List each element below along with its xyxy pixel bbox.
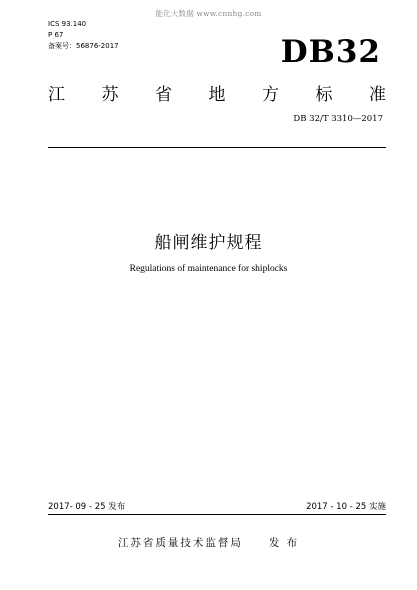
- heading-char: 江: [48, 85, 65, 105]
- standard-logo: DB32: [280, 34, 381, 70]
- filing-number: 备案号：56876-2017: [48, 42, 119, 50]
- ics-code: ICS 93.140: [48, 20, 87, 28]
- standard-number: DB 32/T 3310—2017: [293, 114, 383, 124]
- publish-date: 2017- 09 - 25 发布: [48, 502, 126, 512]
- province-standard-heading: [48, 80, 386, 105]
- heading-char: 省: [155, 85, 172, 105]
- ccs-code: P 67: [48, 31, 64, 39]
- issuer-line: [0, 535, 417, 550]
- bottom-divider: [48, 514, 386, 515]
- heading-char: 准: [369, 85, 386, 105]
- document-title-chinese: 船闸维护规程: [154, 233, 263, 253]
- top-divider: [48, 147, 386, 148]
- heading-char: 苏: [101, 85, 119, 105]
- document-title-english: Regulations of maintenance for shiplocks: [129, 264, 288, 274]
- issue-label: 发 布: [268, 537, 300, 549]
- heading-char: 方: [262, 85, 279, 105]
- heading-char: 标: [315, 85, 333, 105]
- implement-date: 2017 - 10 - 25 实施: [306, 502, 386, 512]
- heading-char: 地: [208, 85, 226, 105]
- issuer-name: 江苏省质量技术监督局: [117, 537, 243, 549]
- watermark: 能化大数据 www.cnnhg.com: [155, 9, 262, 18]
